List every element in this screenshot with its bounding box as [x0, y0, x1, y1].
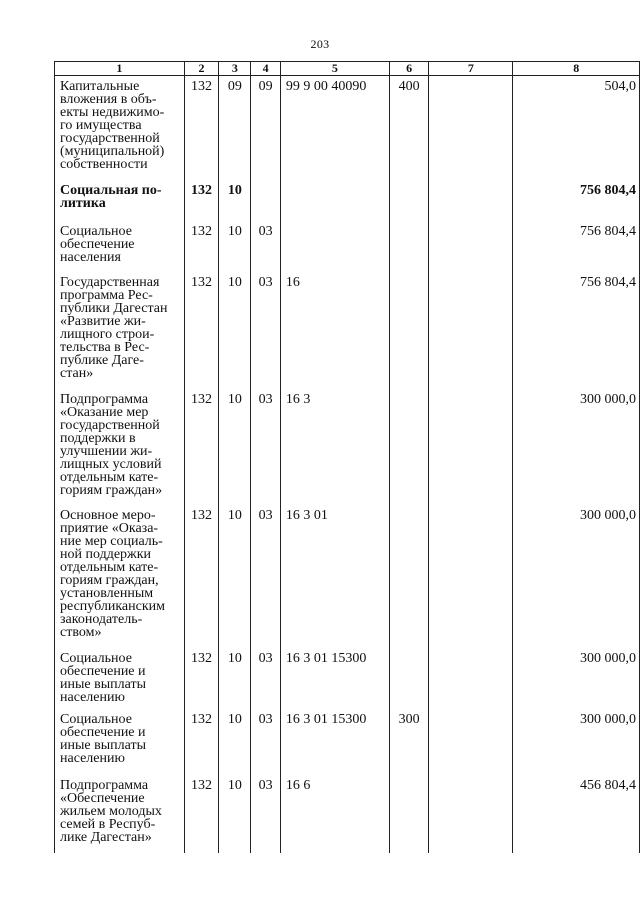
- column-7-cell: [429, 648, 513, 709]
- target-article-cell: [280, 180, 389, 221]
- row-name-cell: [55, 272, 185, 389]
- ministry-code-cell: 132: [184, 775, 219, 853]
- target-article-cell: 16 3 01 15300: [280, 648, 389, 709]
- row-name-cell: [55, 389, 185, 505]
- row-name-text: Подпрограмма «Оказание мер государственной поддержки в улучшении жи- лищных условий отдельным кате- гориям граждан»: [60, 391, 163, 498]
- ministry-code-cell: 132: [184, 180, 219, 221]
- section-code-cell: 10: [219, 272, 251, 389]
- row-name-cell: [55, 76, 185, 180]
- subsection-code-cell: 03: [251, 221, 280, 272]
- row-name-text: Государственная программа Рес- публики Дагестан «Развитие жи- лищного строи- тельства в Рес- публике Даге- стан»: [60, 274, 168, 381]
- table-row: [55, 775, 640, 853]
- expense-type-cell: [390, 775, 429, 853]
- amount-cell: 456 804,4: [513, 775, 640, 853]
- section-code-cell: 10: [219, 505, 251, 648]
- target-article-cell: [280, 221, 389, 272]
- amount-cell: 756 804,4: [513, 180, 640, 221]
- column-header-2: 2: [184, 62, 219, 76]
- subsection-code-cell: 09: [251, 76, 280, 180]
- table-row: [55, 180, 640, 221]
- column-7-cell: [429, 180, 513, 221]
- row-name-text: Социальное обеспечение и иные выплаты населению: [60, 711, 146, 766]
- row-name-cell: [55, 505, 185, 648]
- target-article-cell: 16: [280, 272, 389, 389]
- subsection-code-cell: 03: [251, 272, 280, 389]
- section-code-cell: 10: [219, 221, 251, 272]
- target-article-cell: 16 3 01: [280, 505, 389, 648]
- expense-type-cell: [390, 272, 429, 389]
- ministry-code-cell: 132: [184, 505, 219, 648]
- amount-cell: 756 804,4: [513, 221, 640, 272]
- column-7-cell: [429, 221, 513, 272]
- table-row: [55, 648, 640, 709]
- section-code-cell: 10: [219, 648, 251, 709]
- row-name-text: Подпрограмма «Обеспечение жильем молодых семей в Респуб- лике Дагестан»: [60, 777, 162, 845]
- expense-type-cell: [390, 505, 429, 648]
- row-name-cell: [55, 709, 185, 775]
- column-header-7: 7: [429, 62, 513, 76]
- ministry-code-cell: 132: [184, 221, 219, 272]
- expense-type-cell: [390, 221, 429, 272]
- row-name-text: Социальное обеспечение и иные выплаты населению: [60, 650, 146, 705]
- column-7-cell: [429, 272, 513, 389]
- subsection-code-cell: 03: [251, 775, 280, 853]
- column-7-cell: [429, 76, 513, 180]
- row-name-cell: [55, 221, 185, 272]
- target-article-cell: 16 3 01 15300: [280, 709, 389, 775]
- table-row: [55, 76, 640, 180]
- column-header-3: 3: [219, 62, 251, 76]
- amount-cell: 300 000,0: [513, 648, 640, 709]
- ministry-code-cell: 132: [184, 76, 219, 180]
- header-row: [55, 62, 640, 76]
- subsection-code-cell: 03: [251, 648, 280, 709]
- budget-table-container: [54, 61, 640, 853]
- table-row: [55, 272, 640, 389]
- subsection-code-cell: 03: [251, 389, 280, 505]
- column-7-cell: [429, 775, 513, 853]
- section-code-cell: 10: [219, 389, 251, 505]
- row-name-cell: [55, 180, 185, 221]
- row-name-cell: [55, 775, 185, 853]
- column-7-cell: [429, 389, 513, 505]
- table-row: [55, 389, 640, 505]
- target-article-cell: 16 6: [280, 775, 389, 853]
- column-header-1: 1: [55, 62, 185, 76]
- amount-cell: 504,0: [513, 76, 640, 180]
- row-name-text: Капитальные вложения в объ- екты недвижимо- го имущества государственной (муниципальной) собственности: [60, 79, 165, 172]
- expense-type-cell: 300: [390, 709, 429, 775]
- table-row: [55, 505, 640, 648]
- row-name-text: Основное меро- приятие «Оказа- ние мер социаль- ной поддержки отдельным кате- гориям граждан, установленным республиканским законодатель- ством»: [60, 507, 165, 640]
- section-code-cell: 10: [219, 775, 251, 853]
- section-code-cell: 10: [219, 180, 251, 221]
- amount-cell: 756 804,4: [513, 272, 640, 389]
- amount-cell: 300 000,0: [513, 709, 640, 775]
- subsection-code-cell: [251, 180, 280, 221]
- table-row: [55, 709, 640, 775]
- subsection-code-cell: 03: [251, 505, 280, 648]
- expense-type-cell: [390, 648, 429, 709]
- target-article-cell: 16 3: [280, 389, 389, 505]
- column-header-6: 6: [390, 62, 429, 76]
- section-code-cell: 09: [219, 76, 251, 180]
- column-header-4: 4: [251, 62, 280, 76]
- section-code-cell: 10: [219, 709, 251, 775]
- ministry-code-cell: 132: [184, 648, 219, 709]
- column-header-8: 8: [513, 62, 640, 76]
- column-header-5: 5: [280, 62, 389, 76]
- row-name-cell: [55, 648, 185, 709]
- ministry-code-cell: 132: [184, 389, 219, 505]
- amount-cell: 300 000,0: [513, 389, 640, 505]
- column-7-cell: [429, 709, 513, 775]
- row-name-text: Социальная по- литика: [60, 182, 162, 211]
- page-number: 203: [310, 37, 330, 51]
- expense-type-cell: 400: [390, 76, 429, 180]
- expense-type-cell: [390, 180, 429, 221]
- target-article-cell: 99 9 00 40090: [280, 76, 389, 180]
- subsection-code-cell: 03: [251, 709, 280, 775]
- ministry-code-cell: 132: [184, 709, 219, 775]
- amount-cell: 300 000,0: [513, 505, 640, 648]
- table-row: [55, 221, 640, 272]
- row-name-text: Социальное обеспечение населения: [60, 223, 135, 265]
- expense-type-cell: [390, 389, 429, 505]
- budget-table: [54, 61, 640, 853]
- column-7-cell: [429, 505, 513, 648]
- ministry-code-cell: 132: [184, 272, 219, 389]
